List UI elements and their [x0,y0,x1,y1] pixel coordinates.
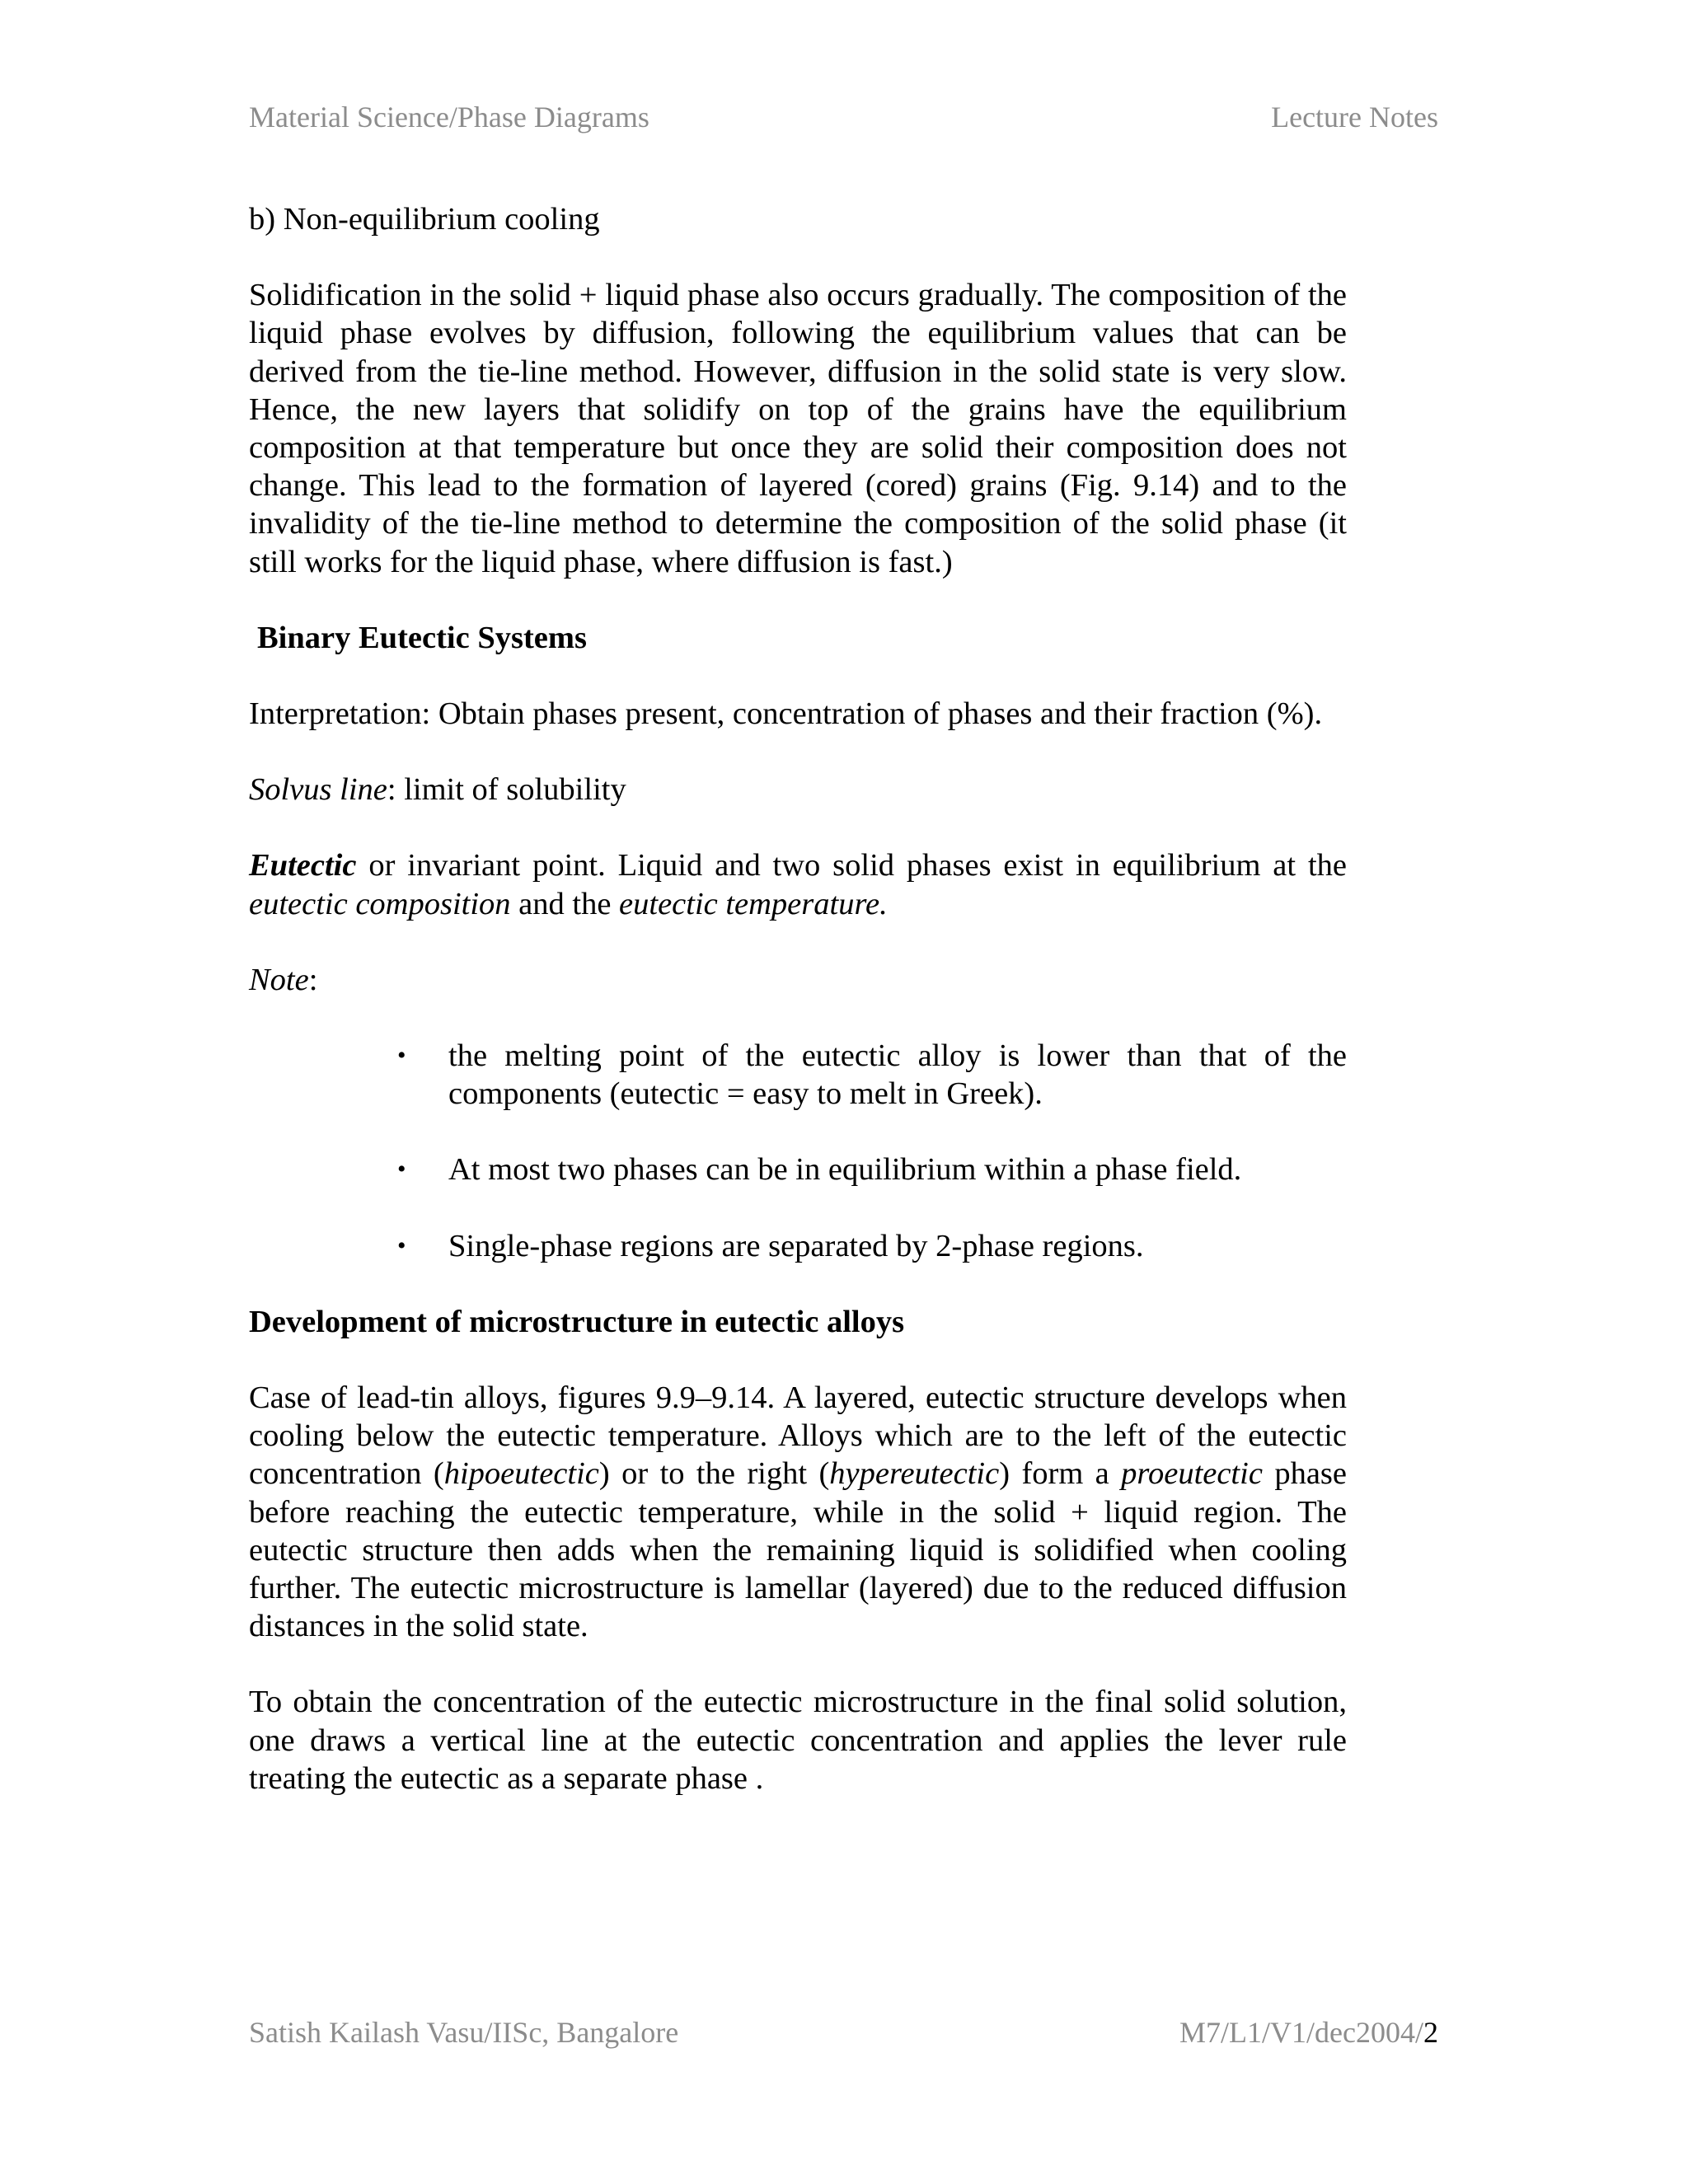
hipoeutectic-term: hipoeutectic [443,1456,599,1492]
bullet-text: the melting point of the eutectic alloy is lower than that of the components (eutectic = easy to melt in Greek). [448,1038,1347,1112]
binary-eutectic-heading: Binary Eutectic Systems [257,620,587,655]
interpretation-paragraph: Interpretation: Obtain phases present, concentration of phases and their fraction (%). [249,696,1323,732]
solvus-term: Solvus line [249,772,387,808]
solvus-paragraph [249,771,1347,808]
eutectic-text-1: or invariant point. Liquid and two solid phases exist in equilibrium at the [356,848,1347,883]
bullet-text: At most two phases can be in equilibrium within a phase field. [448,1152,1242,1188]
eutectic-paragraph [249,846,1347,922]
document-body [249,200,1347,1797]
bullet-glyph: • [397,1155,406,1183]
proeutectic-term: proeutectic [1121,1456,1263,1492]
page-number: 2 [1423,2016,1438,2049]
bullet-text: Single-phase regions are separated by 2-phase regions. [448,1228,1144,1263]
bullet-glyph: • [397,1231,406,1259]
footer-right [1179,2018,1438,2047]
microstructure-heading: Development of microstructure in eutectic alloys [249,1304,905,1339]
microstructure-paragraph [249,1379,1347,1645]
eutectic-composition: eutectic composition [249,886,511,921]
dev-text-4: phase before reaching the eutectic temperature, while in the solid + liquid region. The eutectic structure then adds when the remaining liquid is solidified when cooling further. The eutectic microstructure is lamellar (layered) due to the reduced diffusion distances in the solid state. [249,1456,1347,1644]
bullet-glyph: • [397,1042,406,1070]
footer-left: Satish Kailash Vasu/IISc, Bangalore [249,2016,679,2049]
eutectic-temperature: eutectic temperature. [619,886,888,921]
dev-text-1: Case of lead-tin alloys, figures 9.9–9.14. A layered, eutectic structure develops when cooling below the eutectic temperature. Alloys which are to the left of the eutectic concentration ( [249,1380,1347,1492]
list-item [397,1227,1347,1265]
list-item [397,1037,1347,1113]
dev-text-3: ) form a [999,1456,1122,1492]
note-label-line [249,961,1347,999]
note-colon: : [308,962,318,997]
non-equilibrium-paragraph: Solidification in the solid + liquid phase also occurs gradually. The composition of the liquid phase evolves by diffusion, following the equilibrium values that can be derived from the tie-line method. However, diffusion in the solid state is very slow. Hence, the new layers that solidify on top of the grains have the equilibrium composition at that temperature but once they are solid their composition does not change. This lead to the formation of layered (cored) grains (Fig. 9.14) and to the invalidity of the tie-line method to determine the composition of the solid phase (it still works for the liquid phase, where diffusion is fast.) [249,278,1347,579]
solvus-definition: : limit of solubility [387,772,626,808]
note-bullet-list [249,1037,1347,1265]
eutectic-term: Eutectic [249,848,357,883]
hypereutectic-term: hypereutectic [829,1456,1000,1492]
header-left: Material Science/Phase Diagrams [249,101,649,134]
note-label: Note [249,962,309,997]
non-equilibrium-heading: b) Non-equilibrium cooling [249,202,600,237]
list-item [397,1151,1347,1188]
lever-rule-paragraph: To obtain the concentration of the eutectic microstructure in the final solid solution, one draws a vertical line at the eutectic concentration and applies the lever rule treating the eutectic as a separate phase . [249,1685,1347,1796]
footer-document-code: M7/L1/V1/dec2004/ [1179,2016,1423,2049]
eutectic-text-2: and the [510,886,620,921]
header-right: Lecture Notes [1271,101,1438,134]
dev-text-2: ) or to the right ( [598,1456,830,1492]
